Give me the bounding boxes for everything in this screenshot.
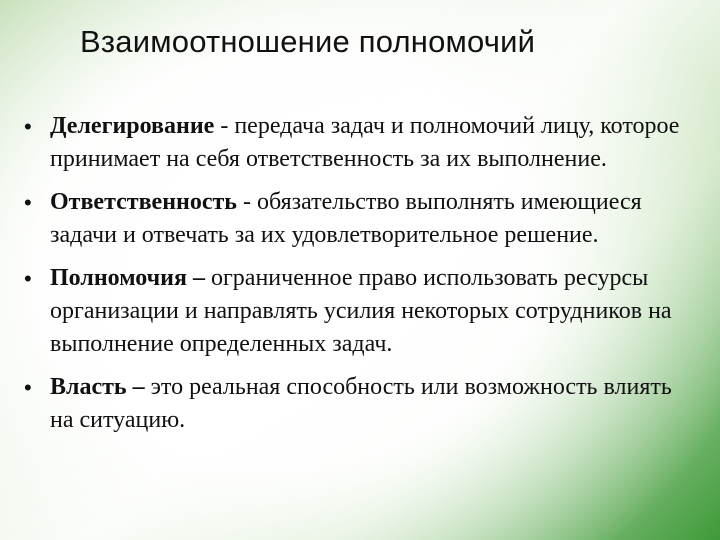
bullet-list [20,110,700,447]
term-authority: Полномочия – [50,265,205,291]
definition-text: - обязательство выполнять имеющиеся задачи и отвечать за их удовлетворительное решение. [50,189,642,248]
bullet-icon: • [24,190,32,215]
term-delegation: Делегирование [50,113,215,139]
list-item [20,371,700,437]
list-item [20,186,700,252]
bullet-icon: • [24,375,32,400]
definition-text: ограниченное право использовать ресурсы организации и направлять усилия некоторых сотрудников на выполнение определенных задач. [50,265,672,357]
bullet-icon: • [24,266,32,291]
slide-title: Взаимоотношение полномочий [80,24,536,59]
term-power: Власть – [50,374,145,400]
definition-text: - передача задач и полномочий лицу, которое принимает на себя ответственность за их выполнение. [50,113,680,172]
list-item [20,262,700,361]
definition-text: это реальная способность или возможность влиять на ситуацию. [50,374,672,433]
list-item [20,110,700,176]
bullet-icon: • [24,114,32,139]
term-responsibility: Ответственность [50,189,237,215]
